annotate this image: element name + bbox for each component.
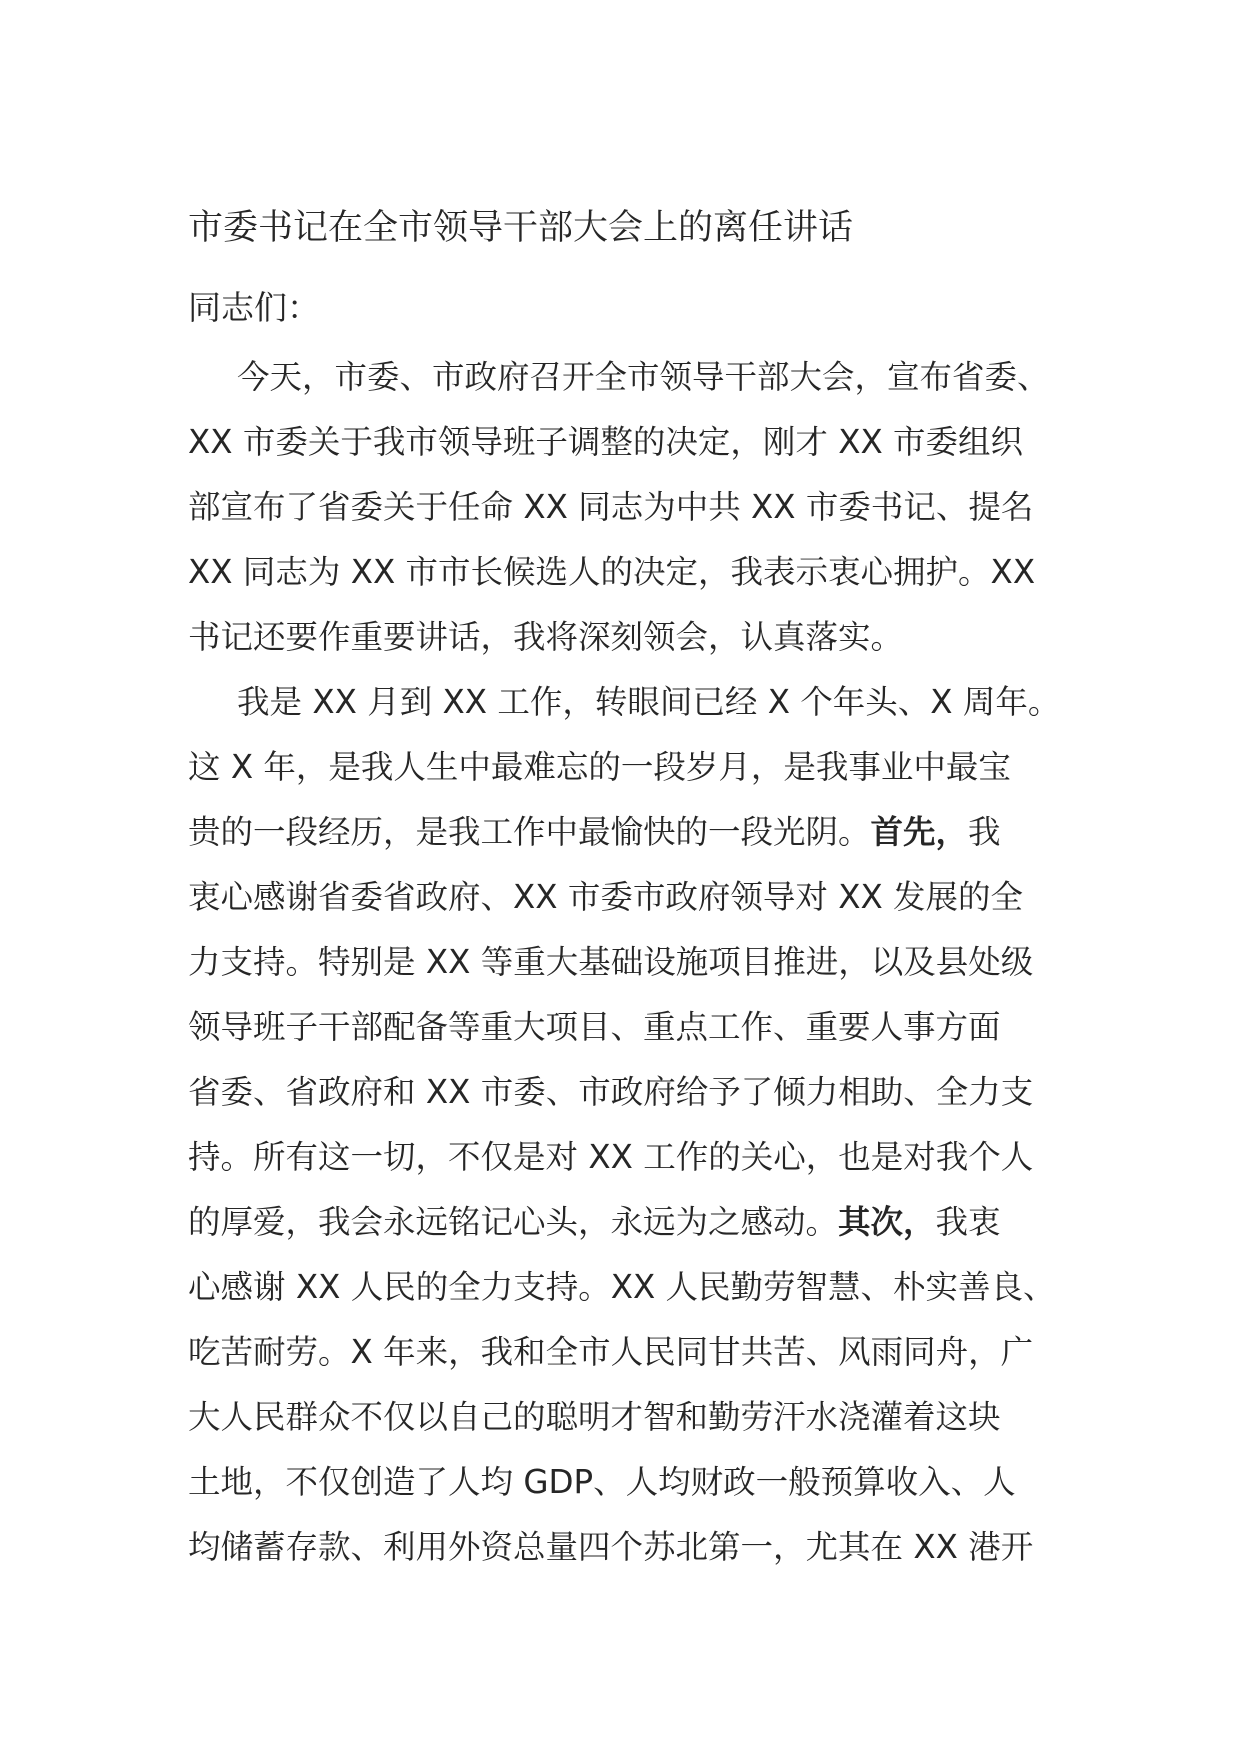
paragraph-line: 衷心感谢省委省政府、XX 市委市政府领导对 XX 发展的全 (188, 878, 1024, 916)
paragraph-line: 书记还要作重要讲话，我将深刻领会，认真落实。 (188, 618, 904, 656)
paragraph-line: 我是 XX 月到 XX 工作，转眼间已经 X 个年头、X 周年。 (237, 683, 1061, 721)
line-text: 我 (968, 813, 1001, 851)
paragraph-line: 吃苦耐劳。X 年来，我和全市人民同甘共苦、风雨同舟，广 (188, 1333, 1034, 1371)
paragraph-line: 今天，市委、市政府召开全市领导干部大会，宣布省委、 (237, 358, 1050, 396)
paragraph-line: 力支持。特别是 XX 等重大基础设施项目推进，以及县处级 (188, 943, 1034, 981)
emphasis-first: 首先， (870, 813, 969, 851)
paragraph-1 (188, 345, 1068, 670)
paragraph-2 (188, 670, 1068, 1580)
line-text: 我衷 (935, 1203, 1001, 1241)
paragraph-line: 心感谢 XX 人民的全力支持。XX 人民勤劳智慧、朴实善良、 (188, 1268, 1056, 1306)
paragraph-line: 部宣布了省委关于任命 XX 同志为中共 XX 市委书记、提名 (188, 488, 1034, 526)
document-title: 市委书记在全市领导干部大会上的离任讲话 (188, 208, 854, 248)
line-text: 的厚爱，我会永远铭记心头，永远为之感动。 (188, 1203, 839, 1241)
paragraph-line: XX 市委关于我市领导班子调整的决定，刚才 XX 市委组织 (188, 423, 1024, 461)
paragraph-line: 土地，不仅创造了人均 GDP、人均财政一般预算收入、人 (188, 1463, 1016, 1501)
paragraph-line: 大人民群众不仅以自己的聪明才智和勤劳汗水浇灌着这块 (188, 1398, 1001, 1436)
salutation: 同志们： (188, 288, 320, 327)
paragraph-line: 领导班子干部配备等重大项目、重点工作、重要人事方面 (188, 1008, 1001, 1046)
emphasis-second: 其次， (838, 1203, 936, 1241)
paragraph-line (188, 800, 1068, 865)
paragraph-line: 这 X 年，是我人生中最难忘的一段岁月，是我事业中最宝 (188, 748, 1011, 786)
paragraph-line: 持。所有这一切，不仅是对 XX 工作的关心，也是对我个人 (188, 1138, 1034, 1176)
paragraph-line: XX 同志为 XX 市市长候选人的决定，我表示衷心拥护。XX (188, 553, 1036, 591)
paragraph-line: 省委、省政府和 XX 市委、市政府给予了倾力相助、全力支 (188, 1073, 1034, 1111)
paragraph-line: 均储蓄存款、利用外资总量四个苏北第一，尤其在 XX 港开 (188, 1528, 1034, 1566)
line-text: 贵的一段经历，是我工作中最愉快的一段光阴。 (188, 813, 871, 851)
paragraph-line (188, 1190, 1068, 1255)
